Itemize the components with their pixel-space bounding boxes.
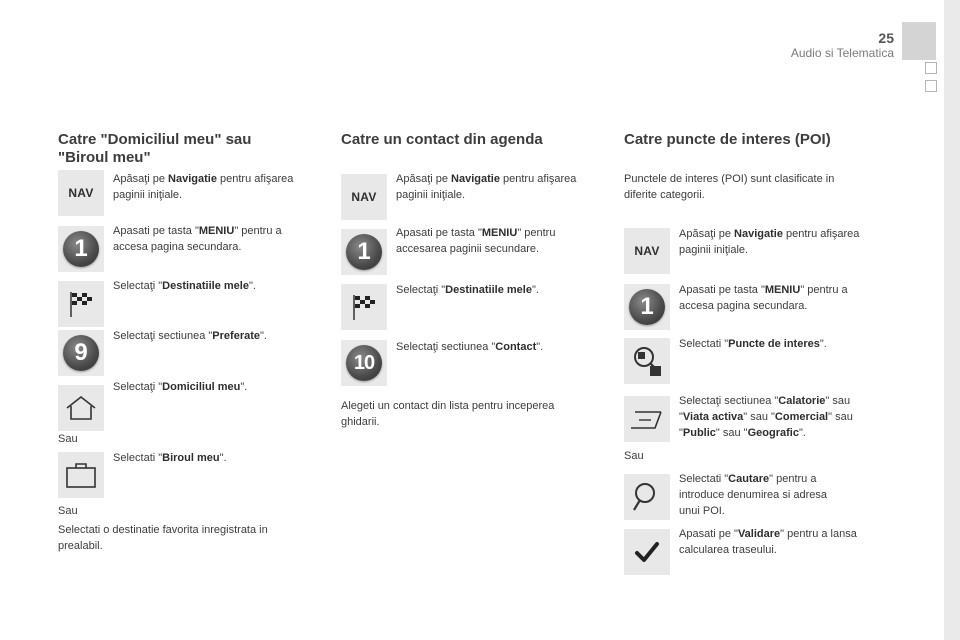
nav-button-icon xyxy=(341,174,387,220)
step-number-1-icon: 1 xyxy=(58,226,104,272)
col3-step-meniu: Apasati pe tasta "MENIU" pentru a accesa pagina secundara. xyxy=(679,284,848,312)
col1-step-navigatie: Apăsaţi pe Navigatie pentru afişarea paginii iniţiale. xyxy=(113,173,294,201)
col2-step-contact: Selectaţi sectiunea "Contact". xyxy=(396,341,544,353)
col2-step-meniu: Apasati pe tasta "MENIU" pentru accesarea paginii secundare. xyxy=(396,227,556,255)
nav-button-icon xyxy=(58,170,104,216)
col3-step-puncte: Selectati "Puncte de interes". xyxy=(679,338,827,350)
tab-marker-2 xyxy=(925,80,937,92)
col1-step-meniu: Apasati pe tasta "MENIU" pentru a accesa pagina secundara. xyxy=(113,225,282,253)
col3-heading: Catre puncte de interes (POI) xyxy=(624,131,831,148)
checkmark-icon xyxy=(624,529,670,575)
col1-or-2: Sau xyxy=(58,505,78,517)
home-icon xyxy=(58,385,104,431)
col1-step-birou: Selectati "Biroul meu". xyxy=(113,452,227,464)
col1-step-favorita: Selectati o destinatie favorita inregistrata in prealabil. xyxy=(58,524,268,552)
col1-or-1: Sau xyxy=(58,433,78,445)
col2-step-destinatii: Selectaţi "Destinatiile mele". xyxy=(396,284,539,296)
page-number: 25 xyxy=(878,30,894,46)
nav-label: NAV xyxy=(351,190,377,204)
nav-label: NAV xyxy=(634,244,660,258)
col3-step-cautare: Selectati "Cautare" pentru a introduce denumirea si adresa unui POI. xyxy=(679,473,827,517)
step-number-9-icon: 9 xyxy=(58,330,104,376)
col1-step-domiciliu: Selectaţi "Domiciliul meu". xyxy=(113,381,248,393)
corner-tab xyxy=(902,22,936,60)
step-number-1-icon: 1 xyxy=(341,229,387,275)
category-road-icon xyxy=(624,396,670,442)
poi-search-icon xyxy=(624,338,670,384)
col3-intro: Punctele de interes (POI) sunt clasificate in diferite categorii. xyxy=(624,173,835,201)
step-number-10-icon: 10 xyxy=(341,340,387,386)
col1-step-preferate: Selectaţi sectiunea "Preferate". xyxy=(113,330,267,342)
col3-step-categorii: Selectaţi sectiunea "Calatorie" sau "Viata activa" sau "Comercial" sau "Public" sau "Geografic". xyxy=(679,395,853,439)
page-edge-strip xyxy=(944,0,960,640)
col1-heading-line2: "Biroul meu" xyxy=(58,149,151,166)
checkered-flag-icon xyxy=(58,281,104,327)
col1-step-destinatii: Selectaţi "Destinatiile mele". xyxy=(113,280,256,292)
briefcase-icon xyxy=(58,452,104,498)
nav-label: NAV xyxy=(68,186,94,200)
step-number-1-icon: 1 xyxy=(624,284,670,330)
tab-marker-1 xyxy=(925,62,937,74)
col3-or: Sau xyxy=(624,450,644,462)
col1-heading-line1: Catre "Domiciliul meu" sau xyxy=(58,131,252,148)
checkered-flag-icon xyxy=(341,284,387,330)
section-name: Audio si Telematica xyxy=(790,46,894,60)
search-icon xyxy=(624,474,670,520)
col3-step-validare: Apasati pe "Validare" pentru a lansa calcularea traseului. xyxy=(679,528,857,556)
col2-heading: Catre un contact din agenda xyxy=(341,131,543,148)
col3-step-navigatie: Apăsaţi pe Navigatie pentru afişarea paginii iniţiale. xyxy=(679,228,860,256)
col1-heading xyxy=(58,131,251,167)
nav-button-icon xyxy=(624,228,670,274)
col2-step-alegeti: Alegeti un contact din lista pentru inceperea ghidarii. xyxy=(341,400,555,428)
col2-step-navigatie: Apăsaţi pe Navigatie pentru afişarea paginii iniţiale. xyxy=(396,173,577,201)
